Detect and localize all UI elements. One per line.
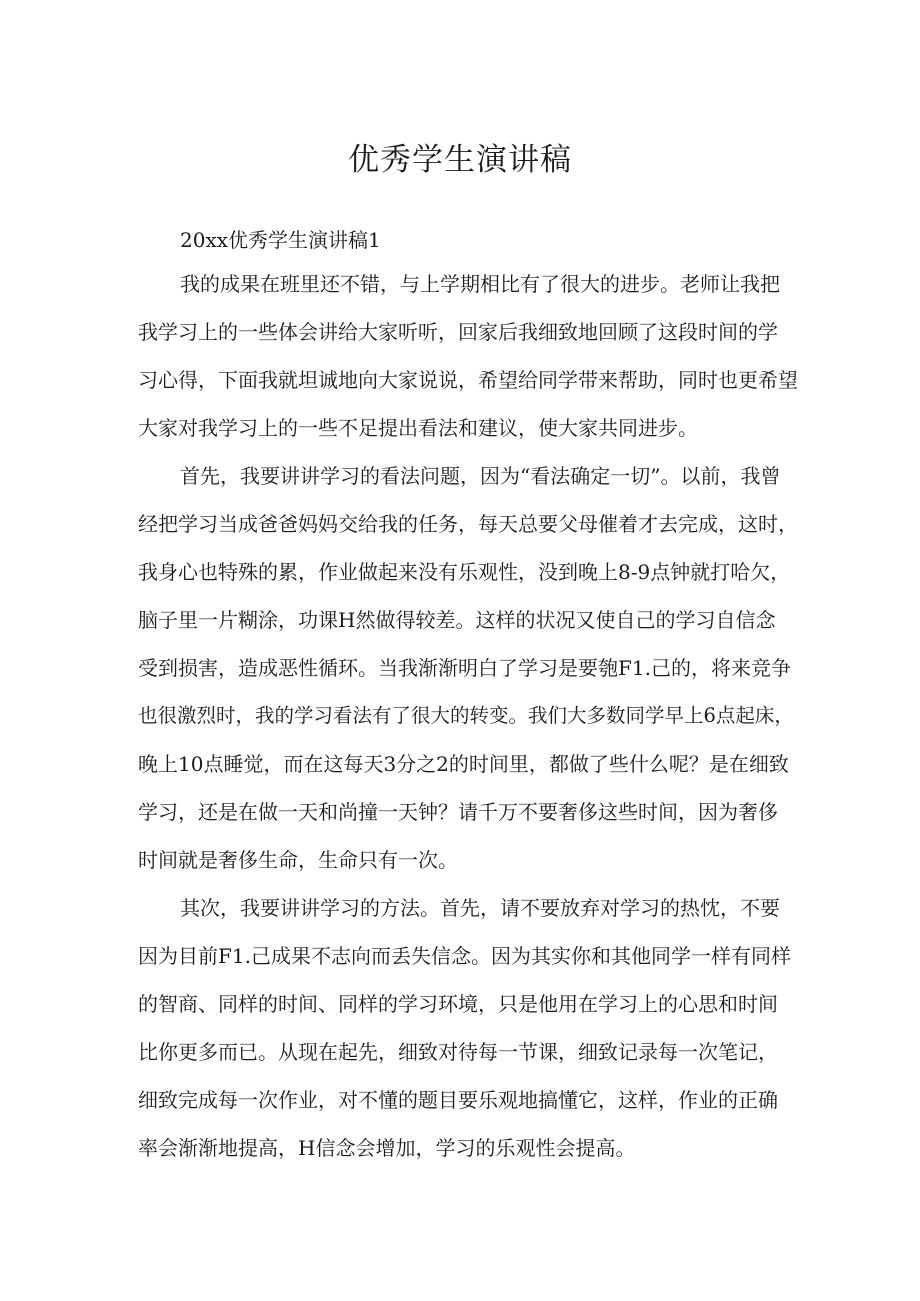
paragraph-line: 率会渐渐地提高，H信念会增加，学习的乐观性会提高。 [138, 1136, 636, 1160]
paragraph-line: 学习，还是在做一天和尚撞一天钟？请千万不要奢侈这些时间，因为奢侈 [138, 800, 778, 824]
paragraph-line: 细致完成每一次作业，对不懂的题目要乐观地搞懂它，这样，作业的正确 [138, 1088, 778, 1112]
paragraph-line: 比你更多而已。从现在起先，细致对待每一节课，细致记录每一次笔记， [138, 1040, 778, 1064]
paragraph-line: 的智商、同样的时间、同样的学习环境，只是他用在学习上的心思和时间 [138, 992, 778, 1016]
paragraph-line: 经把学习当成爸爸妈妈交给我的任务，每天总要父母催着才去完成，这时， [138, 512, 798, 536]
paragraph-line: 我学习上的一些体会讲给大家听听，回家后我细致地回顾了这段时间的学 [138, 320, 778, 344]
paragraph-line: 习心得，下面我就坦诚地向大家说说，希望给同学带来帮助，同时也更希望 [138, 368, 798, 392]
paragraph-line: 我的成果在班里还不错，与上学期相比有了很大的进步。老师让我把 [180, 272, 780, 296]
document-title: 优秀学生演讲稿 [348, 142, 572, 178]
paragraph-line: 大家对我学习上的一些不足提出看法和建议，使大家共同进步。 [138, 416, 698, 440]
paragraph-line: 时间就是奢侈生命，生命只有一次。 [138, 848, 458, 872]
paragraph-line: 其次，我要讲讲学习的方法。首先，请不要放弃对学习的热忱，不要 [180, 896, 780, 920]
paragraph-line: 晚上10点睡觉，而在这每天3分之2的时间里，都做了些什么呢？是在细致 [138, 752, 789, 776]
paragraph-line: 也很激烈时，我的学习看法有了很大的转变。我们大多数同学早上6点起床， [138, 704, 794, 727]
paragraph-line: 受到损害，造成恶性循环。当我渐渐明白了学习是要匏F1.己的，将来竞争 [138, 656, 791, 680]
paragraph-line: 我身心也特殊的累，作业做起来没有乐观性，没到晚上8-9点钟就打哈欠， [138, 560, 791, 584]
document-subtitle: 20xx优秀学生演讲稿1 [180, 228, 381, 252]
paragraph-line: 脑子里一片糊涂，功课H然做得较差。这样的状况又使自己的学习自信念 [138, 608, 776, 632]
paragraph-line: 因为目前F1.己成果不志向而丢失信念。因为其实你和其他同学一样有同样 [138, 944, 791, 968]
paragraph-line: 首先，我要讲讲学习的看法问题，因为“看法确定一切”。以前，我曾 [180, 464, 781, 488]
